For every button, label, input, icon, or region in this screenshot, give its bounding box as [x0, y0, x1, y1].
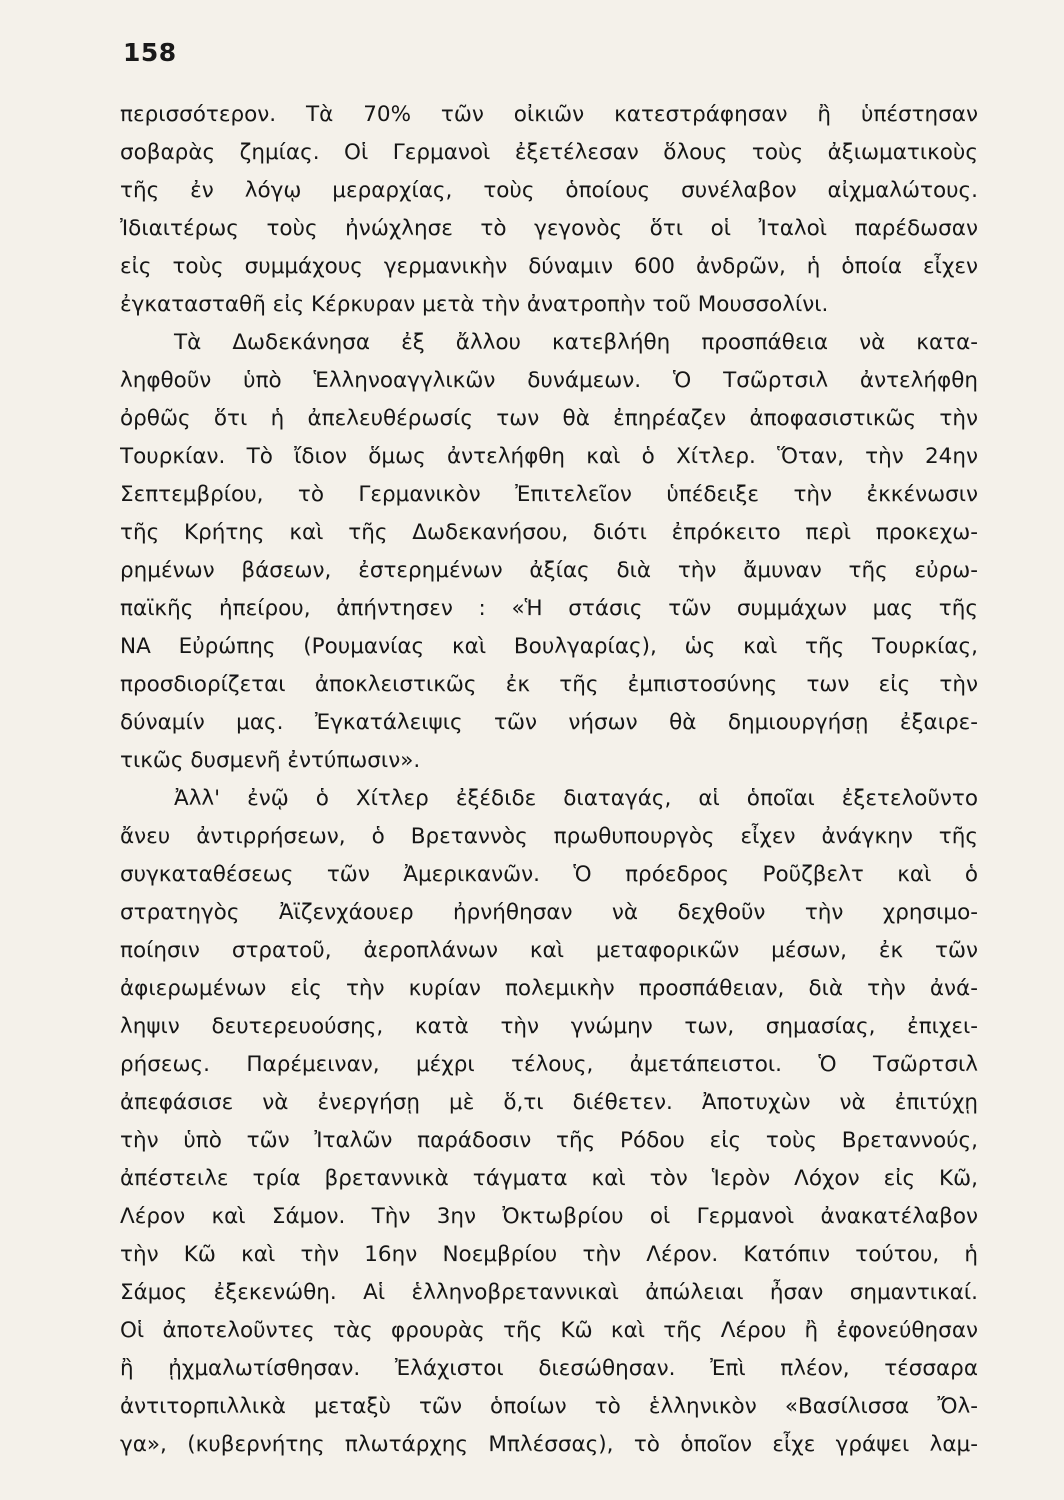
text-line: ὀρθῶς ὅτι ἡ ἀπελευθέρωσίς των θὰ ἐπηρέαζεν ἀποφασιστικῶς τὴν	[120, 406, 978, 431]
text-line: Ἀλλ' ἐνῷ ὁ Χίτλερ ἐξέδιδε διαταγάς, αἱ ὁποῖαι ἐξετελοῦντο	[174, 786, 978, 811]
text-line: προσδιορίζεται ἀποκλειστικῶς ἐκ τῆς ἐμπιστοσύνης των εἰς τὴν	[120, 672, 978, 697]
text-line: Σεπτεμβρίου, τὸ Γερμανικὸν Ἐπιτελεῖον ὑπέδειξε τὴν ἐκκένωσιν	[120, 482, 978, 507]
text-line: συγκαταθέσεως τῶν Ἀμερικανῶν. Ὁ πρόεδρος Ροῦζβελτ καὶ ὁ	[120, 862, 978, 887]
text-line: Λέρον καὶ Σάμον. Τὴν 3ην Ὀκτωβρίου οἱ Γερμανοὶ ἀνακατέλαβον	[120, 1204, 978, 1229]
text-line: ἐγκατασταθῆ εἰς Κέρκυραν μετὰ τὴν ἀνατροπὴν τοῦ Μουσσολίνι.	[120, 292, 829, 317]
text-line: περισσότερον. Τὰ 70% τῶν οἰκιῶν κατεστράφησαν ἢ ὑπέστησαν	[120, 102, 978, 127]
text-line: Ἰδιαιτέρως τοὺς ἠνώχλησε τὸ γεγονὸς ὅτι οἱ Ἰταλοὶ παρέδωσαν	[120, 216, 978, 241]
text-line: παϊκῆς ἠπείρου, ἀπήντησεν : «Ἡ στάσις τῶν συμμάχων μας τῆς	[120, 596, 978, 621]
body-text	[120, 96, 978, 1464]
text-line: ληφθοῦν ὑπὸ Ἑλληνοαγγλικῶν δυνάμεων. Ὁ Τσῶρτσιλ ἀντελήφθη	[120, 368, 978, 393]
text-line: ἀφιερωμένων εἰς τὴν κυρίαν πολεμικὴν προσπάθειαν, διὰ τὴν ἀνά-	[120, 976, 978, 1001]
text-line: ἢ ᾐχμαλωτίσθησαν. Ἐλάχιστοι διεσώθησαν. Ἐπὶ πλέον, τέσσαρα	[120, 1356, 978, 1381]
text-line: ἀντιτορπιλλικὰ μεταξὺ τῶν ὁποίων τὸ ἑλληνικὸν «Βασίλισσα Ὄλ-	[120, 1394, 978, 1419]
text-line: τῆς Κρήτης καὶ τῆς Δωδεκανήσου, διότι ἐπρόκειτο περὶ προκεχω-	[120, 520, 978, 545]
text-line: ἄνευ ἀντιρρήσεων, ὁ Βρεταννὸς πρωθυπουργὸς εἶχεν ἀνάγκην τῆς	[120, 824, 978, 849]
text-line: τῆς ἐν λόγῳ μεραρχίας, τοὺς ὁποίους συνέλαβον αἰχμαλώτους.	[120, 178, 978, 203]
text-line: τὴν ὑπὸ τῶν Ἰταλῶν παράδοσιν τῆς Ρόδου εἰς τοὺς Βρεταννούς,	[120, 1128, 978, 1153]
text-line: ἀπεφάσισε νὰ ἐνεργήσῃ μὲ ὅ,τι διέθετεν. Ἀποτυχὼν νὰ ἐπιτύχῃ	[120, 1090, 978, 1115]
text-line: δύναμίν μας. Ἐγκατάλειψις τῶν νήσων θὰ δημιουργήσῃ ἐξαιρε-	[120, 710, 978, 735]
text-line: τικῶς δυσμενῆ ἐντύπωσιν».	[120, 748, 421, 773]
text-line: γα», (κυβερνήτης πλωτάρχης Μπλέσσας), τὸ ὁποῖον εἶχε γράψει λαμ-	[120, 1432, 978, 1457]
text-line: ληψιν δευτερευούσης, κατὰ τὴν γνώμην των, σημασίας, ἐπιχει-	[120, 1014, 978, 1039]
text-line: εἰς τοὺς συμμάχους γερμανικὴν δύναμιν 600 ἀνδρῶν, ἡ ὁποία εἶχεν	[120, 254, 978, 279]
text-line: Τὰ Δωδεκάνησα ἐξ ἄλλου κατεβλήθη προσπάθεια νὰ κατα-	[174, 330, 978, 355]
page-number: 158	[123, 38, 177, 67]
text-line: ρημένων βάσεων, ἐστερημένων ἀξίας διὰ τὴν ἄμυναν τῆς εὐρω-	[120, 558, 978, 583]
text-line: Οἱ ἀποτελοῦντες τὰς φρουρὰς τῆς Κῶ καὶ τῆς Λέρου ἢ ἐφονεύθησαν	[120, 1318, 978, 1343]
text-line: Τουρκίαν. Τὸ ἴδιον ὅμως ἀντελήφθη καὶ ὁ Χίτλερ. Ὅταν, τὴν 24ην	[120, 444, 978, 469]
text-line: ΝΑ Εὐρώπης (Ρουμανίας καὶ Βουλγαρίας), ὡς καὶ τῆς Τουρκίας,	[120, 634, 978, 659]
text-line: Σάμος ἐξεκενώθη. Αἱ ἑλληνοβρεταννικαὶ ἀπώλειαι ἦσαν σημαντικαί.	[120, 1280, 978, 1305]
text-line: ρήσεως. Παρέμειναν, μέχρι τέλους, ἀμετάπειστοι. Ὁ Τσῶρτσιλ	[120, 1052, 978, 1077]
text-line: στρατηγὸς Ἀϊζενχάουερ ἠρνήθησαν νὰ δεχθοῦν τὴν χρησιμο-	[120, 900, 978, 925]
text-line: τὴν Κῶ καὶ τὴν 16ην Νοεμβρίου τὴν Λέρον. Κατόπιν τούτου, ἡ	[120, 1242, 978, 1267]
text-line: ἀπέστειλε τρία βρεταννικὰ τάγματα καὶ τὸν Ἱερὸν Λόχον εἰς Κῶ,	[120, 1166, 978, 1191]
text-line: ποίησιν στρατοῦ, ἀεροπλάνων καὶ μεταφορικῶν μέσων, ἐκ τῶν	[120, 938, 978, 963]
text-line: σοβαρὰς ζημίας. Οἱ Γερμανοὶ ἐξετέλεσαν ὅλους τοὺς ἀξιωματικοὺς	[120, 140, 978, 165]
